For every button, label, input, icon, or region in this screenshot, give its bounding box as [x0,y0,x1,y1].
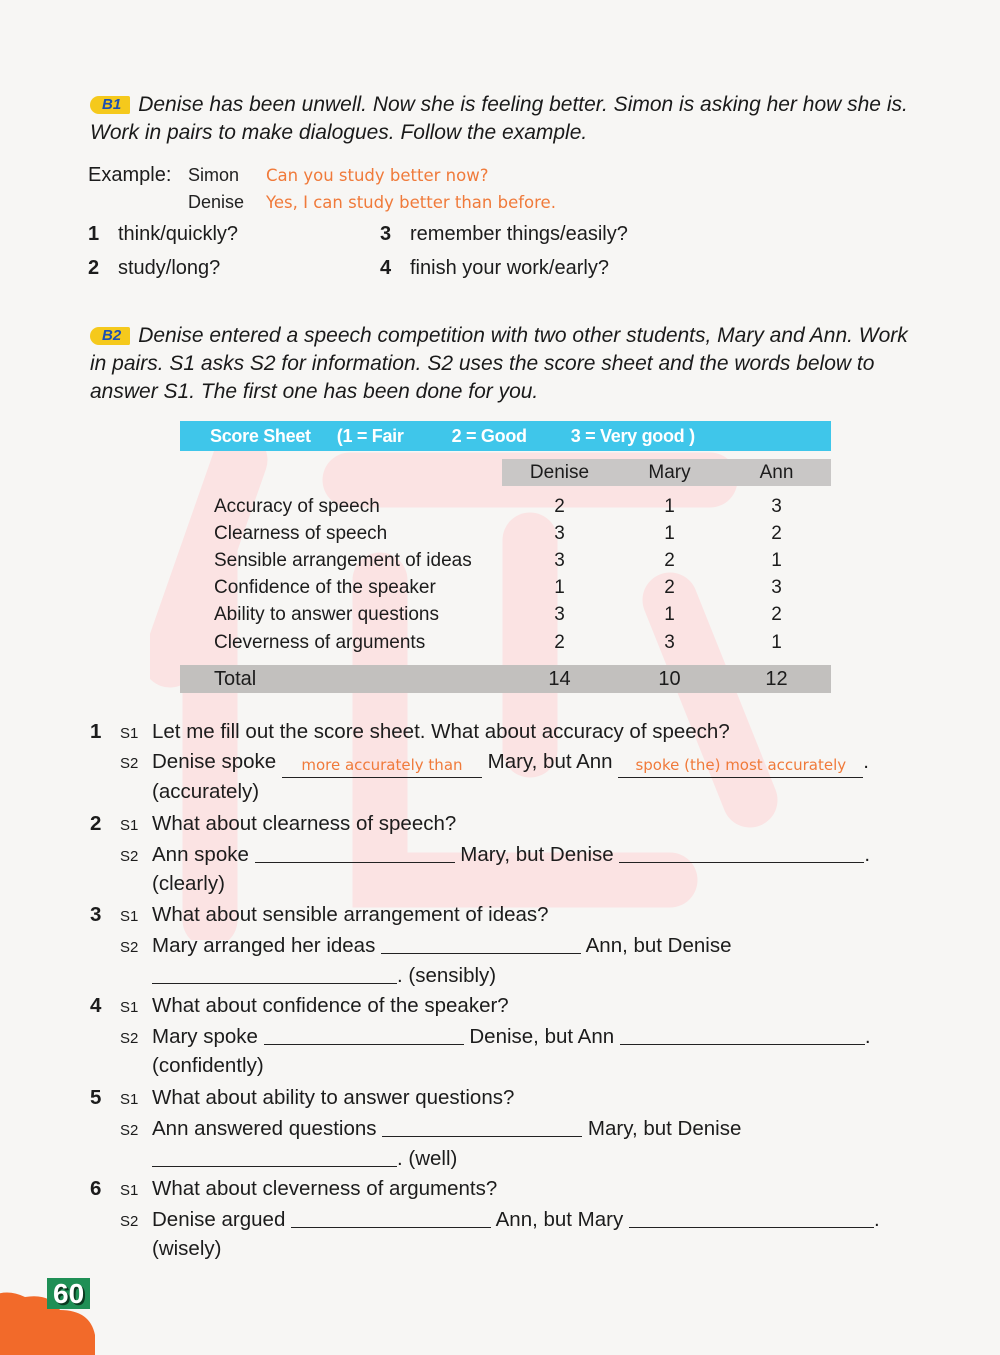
task-badge-b1: B1 [90,96,130,114]
task-badge-b2: B2 [90,327,130,345]
exercise-item [90,1084,920,1173]
column-headers [502,459,831,486]
score-row [180,602,831,629]
score-cell: 3 [554,604,565,626]
total-row [180,665,831,693]
word-hint: (confidently) [152,1054,264,1077]
score-sheet-header [180,421,831,451]
score-cell: 1 [664,495,675,517]
speaker-s1-label: S1 [120,1091,139,1108]
score-cell: 3 [554,549,565,571]
s2-text-end: . (well) [397,1147,458,1170]
s2-text-end: . [863,749,869,773]
speaker-s1-label: S1 [120,817,139,834]
score-cell: 2 [664,549,675,571]
speaker-s2-label: S2 [120,938,139,956]
answer-blank-2[interactable] [629,1205,874,1228]
score-rows [180,493,831,656]
exercise-number: 1 [90,720,102,743]
example-line: Can you study better now? [266,166,489,185]
answer-blank-2[interactable]: spoke (the) most accurately [618,755,863,778]
word-hint: (clearly) [152,872,225,895]
s2-text-before: Denise spoke [152,749,277,773]
answer-blank-2[interactable] [152,1144,397,1167]
score-cell: 2 [771,604,782,626]
column-header: Denise [529,461,590,483]
s1-question: What about ability to answer questions? [152,1086,515,1109]
s2-text-before: Mary spoke [152,1024,258,1048]
exercise-number: 3 [90,903,102,926]
criterion-label: Confidence of the speaker [214,577,436,599]
score-cell: 1 [771,631,782,653]
speaker-s2-label: S2 [120,754,139,772]
score-cell: 2 [554,631,565,653]
prompt-item: 1 think/quickly? [88,223,239,245]
criterion-label: Cleverness of arguments [214,631,426,653]
word-hint: (wisely) [152,1237,222,1260]
total-value: 12 [765,667,788,690]
answer-blank-2[interactable] [152,961,397,984]
criterion-label: Accuracy of speech [214,495,380,517]
score-cell: 3 [554,522,565,544]
answer-blank-2[interactable] [619,840,864,863]
score-cell: 3 [771,495,782,517]
answer-blank-1[interactable] [381,931,581,954]
exercise-item [90,718,920,805]
s2-text-before: Ann answered questions [152,1116,377,1140]
exercise-item [90,810,920,898]
score-row [180,629,831,656]
score-cell: 2 [554,495,565,517]
prompt-item: 3 remember things/easily? [380,223,628,245]
legend-very-good: 3 = Very good ) [570,425,695,446]
example-dialogue [88,162,556,216]
legend-fair: (1 = Fair [336,425,404,446]
s2-text-before: Mary arranged her ideas [152,933,376,957]
s2-text-end: . [864,842,871,866]
page-number: 60 [47,1278,90,1309]
score-cell: 1 [771,549,782,571]
speaker-s1-label: S1 [120,999,139,1016]
score-row [180,547,831,574]
score-cell: 1 [554,577,565,599]
task-b1-instruction: B1 Denise has been unwell. Now she is feeling better. Simon is asking her how she is. Work in pairs to make dialogues. Follow the example. [90,93,908,144]
example-speaker: Simon [188,165,240,185]
speaker-s2-label: S2 [120,1121,139,1139]
score-row [180,493,831,520]
score-cell: 1 [664,604,675,626]
exercise-number: 2 [90,812,102,835]
exercise-number: 4 [90,994,102,1017]
answer-blank-1[interactable] [382,1114,582,1137]
s1-question: Let me fill out the score sheet. What about accuracy of speech? [152,720,730,743]
s2-text-before: Denise argued [152,1207,286,1231]
speaker-s1-label: S1 [120,725,139,742]
s2-text-end: . [873,1207,880,1231]
speaker-s2-label: S2 [120,847,139,865]
s1-question: What about sensible arrangement of ideas? [152,903,549,926]
example-speaker: Denise [188,192,245,212]
answer-blank-1[interactable] [264,1022,464,1045]
criterion-label: Sensible arrangement of ideas [214,549,472,571]
answer-blank-2[interactable] [620,1022,865,1045]
task-b2-instruction: B2 Denise entered a speech competition with two other students, Mary and Ann. Work in pairs. S1 asks S2 for information. S2 uses the score sheet and the words below to answer S1. The first one has been done for you. [90,324,908,403]
example-line: Yes, I can study better than before. [266,193,556,212]
s2-text-middle: Denise, but Ann [469,1024,615,1048]
speaker-s2-label: S2 [120,1029,139,1047]
score-row [180,575,831,602]
total-value: 10 [658,667,681,690]
s2-text-end: . [864,1024,871,1048]
s1-question: What about confidence of the speaker? [152,994,509,1017]
prompt-item: 2 study/long? [88,257,221,279]
score-cell: 3 [664,631,675,653]
column-header: Ann [759,461,794,483]
s2-text-end: . (sensibly) [397,964,497,987]
s2-text-middle: Mary, but Denise [587,1116,742,1140]
exercise-item [90,992,920,1080]
exercise-item [90,1175,920,1263]
s1-question: What about clearness of speech? [152,812,457,835]
total-value: 14 [548,667,571,690]
prompt-item: 4 finish your work/early? [380,257,609,279]
score-sheet-table [180,421,831,693]
speaker-s1-label: S1 [120,1182,139,1199]
word-hint: (accurately) [152,779,260,803]
score-cell: 3 [771,577,782,599]
exercise-item [90,901,920,990]
answer-blank-1[interactable] [255,840,455,863]
legend-good: 2 = Good [451,425,527,446]
s2-text-before: Ann spoke [152,842,249,866]
column-header: Mary [648,461,691,483]
exercise-number: 5 [90,1086,102,1109]
total-label: Total [214,667,257,690]
score-row [180,520,831,547]
s2-text-middle: Ann, but Denise [585,933,732,957]
s2-text-middle: Ann, but Mary [495,1207,624,1231]
criterion-label: Ability to answer questions [214,604,439,626]
speaker-s2-label: S2 [120,1212,139,1230]
s2-text-middle: Mary, but Ann [487,749,613,773]
exercise-number: 6 [90,1177,102,1200]
score-cell: 2 [771,522,782,544]
score-sheet-title: Score Sheet [210,425,311,446]
score-cell: 2 [664,577,675,599]
speaker-s1-label: S1 [120,908,139,925]
s1-question: What about cleverness of arguments? [152,1177,498,1200]
answer-blank-1[interactable]: more accurately than [282,755,482,778]
answer-blank-1[interactable] [291,1205,491,1228]
example-label: Example: [88,164,172,186]
s2-text-middle: Mary, but Denise [460,842,614,866]
score-cell: 1 [664,522,675,544]
criterion-label: Clearness of speech [214,522,388,544]
